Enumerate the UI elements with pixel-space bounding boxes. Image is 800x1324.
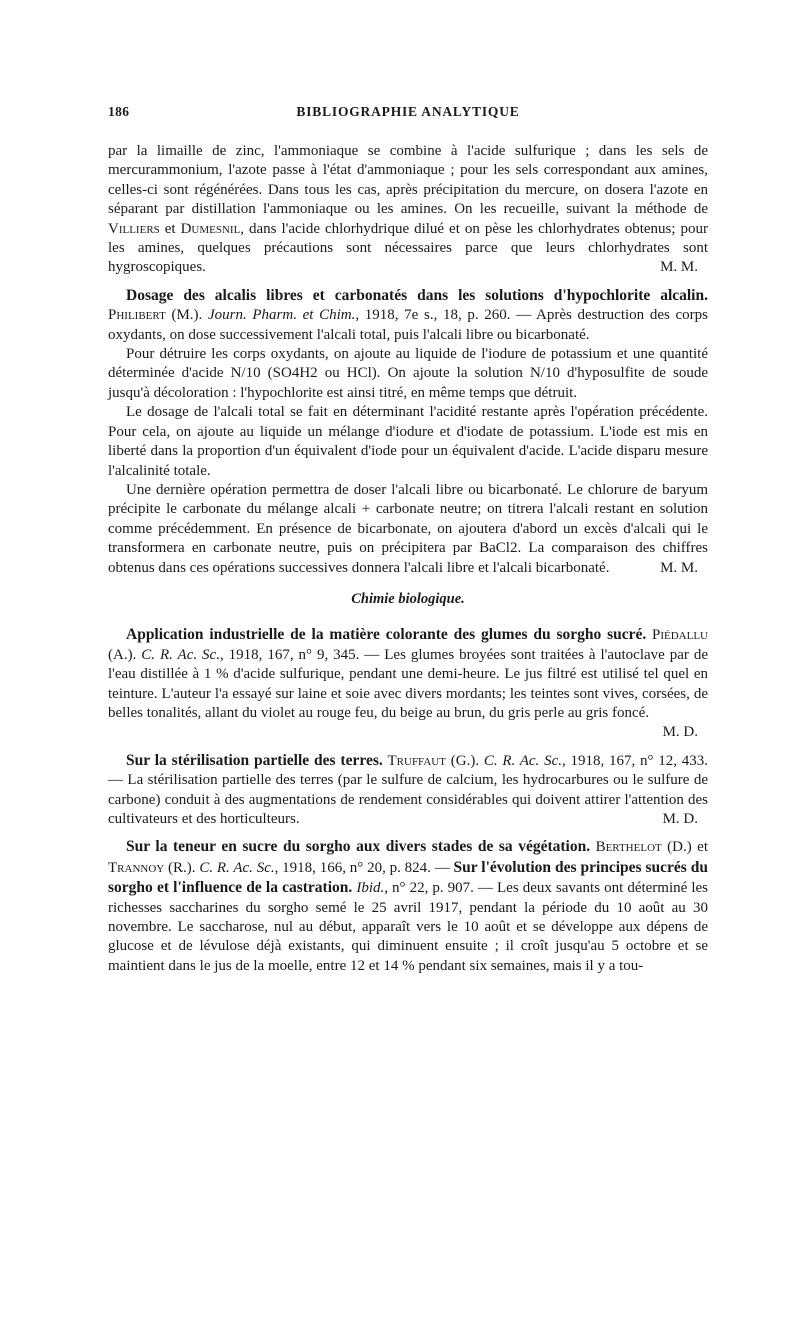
section-heading: Chimie biologique. xyxy=(351,590,465,607)
journal-name: C. R. Ac. Sc. xyxy=(483,752,562,769)
author-name: Dumesnil xyxy=(180,220,241,237)
journal-name: Journ. Pharm. et Chim. xyxy=(207,307,356,324)
author-name: Trannoy xyxy=(108,859,165,876)
author-name: Philibert xyxy=(108,307,166,324)
signature: M. M. xyxy=(660,259,698,276)
article-title: Sur la teneur en sucre du sorgho aux divers stades de sa végétation. xyxy=(126,838,591,856)
article-sterilisation: Sur la stérilisation partielle des terres. Truffaut (G.). C. R. Ac. Sc., 1918, 167, n° 12, 433. — La stérilisation partielle des terres (par le sulfure de calcium, les hydrocarbures ou le sulfure de carbone) conduit à des augmentations de rendement considérables qui doivent attirer l'attention des cultivateurs et des horticulteurs. M. D. xyxy=(108,751,708,830)
article-sorgho: Sur la teneur en sucre du sorgho aux divers stades de sa végétation. Berthelot (D.) et Trannoy (R.). C. R. Ac. Sc., 1918, 166, n° 20, p. 824. — Sur l'évolution des principes sucrés du sorgho et l'influence de la castration. Ibid., n° 22, p. 907. — Les deux savants ont déterminé les richesses saccharines du sorgho semé le 25 avril 1917, pendant la période du 10 août au 30 novembre. Le saccharose, nul au début, apparaît vers le 10 août et se développe aux dépens de glucose et de lévulose déjà existants, qui diminuent ensuite ; il croît jusqu'au 5 octobre et se maintient dans le jus de la moelle, entre 12 et 14 % pendant six semaines, mais il y a tou- xyxy=(108,838,709,974)
article-alcalis: Dosage des alcalis libres et carbonatés dans les solutions d'hypochlorite alcalin. Philibert (M.). Journ. Pharm. et Chim., 1918, 7e s., 18, p. 260. — Après destruction des corps oxydants, on dose successivement l'alcali total, puis l'alcali libre ou bicarbonaté. Pour détruire les corps oxydants, on ajoute au liquide de l'iodure de potassium et une quantité déterminée d'acide N/10 (SO4H2 ou HCl). On ajoute la solution N/10 d'hyposulfite de soude jusqu'à décoloration : l'hypochlorite est ainsi titré, en même temps que détruit. Le dosage de l'alcali total se fait en déterminant l'acidité restante après l'opération précédente. Pour cela, on ajoute au liquide un mélange d'iodure et d'iodate de potassium. L'iode est mis en liberté dans la proportion d'un équivalent d'iode pour un équivalent d'acide. L'acide disparu mesure l'alcalinité totale. Une dernière opération permettra de doser l'alcali libre ou bicarbonaté. Le chlorure de baryum précipite le carbonate du mélange alcali + carbonate neutre; on titrera l'alcali restant en solution comme précédemment. En présence de bicarbonate, on ajoutera d'abord un excès d'alcali qui le transformera en carbonate neutre, puis on précipitera par BaCl2. La comparaison des chiffres obtenus dans ces opérations successives donnera l'alcali libre et l'alcali bicarbonaté. M. M. xyxy=(108,286,708,578)
journal-name: Ibid. xyxy=(356,880,385,897)
article-title: Sur l'évolution des principes sucrés du sorgho et l'influence de la castration. xyxy=(108,858,709,897)
page-body xyxy=(108,142,708,976)
running-title: BIBLIOGRAPHIE ANALYTIQUE xyxy=(296,104,520,119)
signature: M. D. xyxy=(662,724,698,741)
paragraph: Une dernière opération permettra de doser l'alcali libre ou bicarbonaté. Le chlorure de baryum précipite le carbonate du mélange alcali + carbonate neutre; on titrera l'alcali restant en solution comme précédemment. En présence de bicarbonate, on ajoutera d'abord un excès d'alcali qui le transformera en carbonate neutre, puis on précipitera par BaCl2. La comparaison des chiffres obtenus dans ces opérations successives donnera l'alcali libre et l'alcali bicarbonaté. M. M. xyxy=(108,481,708,578)
author-name: Truffaut xyxy=(387,752,446,769)
page-number: 186 xyxy=(108,104,130,119)
signature: M. M. xyxy=(660,559,698,576)
journal-name: C. R. Ac. Sc. xyxy=(141,646,220,663)
paragraph: Pour détruire les corps oxydants, on ajoute au liquide de l'iodure de potassium et une quantité déterminée d'acide N/10 (SO4H2 ou HCl). On ajoute la solution N/10 d'hyposulfite de soude jusqu'à décoloration : l'hypochlorite est ainsi titré, en même temps que détruit. xyxy=(108,346,708,401)
article-title: Sur la stérilisation partielle des terres. xyxy=(126,751,383,769)
page-header xyxy=(108,104,708,124)
author-name: Piédallu xyxy=(652,627,708,644)
article-title: Application industrielle de la matière colorante des glumes du sorgho sucré. xyxy=(126,626,647,644)
author-name: Villiers xyxy=(108,220,160,237)
article-glumes: Application industrielle de la matière colorante des glumes du sorgho sucré. Piédallu (A.). C. R. Ac. Sc., 1918, 167, n° 9, 345. — Les glumes broyées sont traitées à l'autoclave par de l'eau distillée à 1 % d'acide sulfurique, pendant une demi-heure. Le jus filtré est utilisé tel quel en teinture. L'auteur l'a essayé sur laine et soie avec divers mordants; les teintes sont vives, corsées, de belles tonalités, allant du violet au rouge feu, du beige au brun, du gris perle au gris foncé. M. D. xyxy=(108,625,708,742)
signature: M. D. xyxy=(662,811,698,827)
author-name: Berthelot xyxy=(595,839,662,856)
article-title: Dosage des alcalis libres et carbonatés dans les solutions d'hypochlorite alcalin. xyxy=(126,286,708,304)
intro-paragraph: par la limaille de zinc, l'ammoniaque se combine à l'acide sulfurique ; dans les sels de mercurammonium, l'azote passe à l'état d'ammoniaque ; pour les sels correspondant aux amines, celles-ci sont régénérées. Dans tous les cas, après précipitation du mercure, on dosera l'azote en séparant par distillation l'ammoniaque ou les amines. On les recueille, suivant la méthode de Villiers et Dumesnil, dans l'acide chlorhydrique dilué et on pèse les chlorhydrates obtenus; pour les amines, quelques précautions sont nécessaires parce que leurs chlorhydrates sont hygroscopiques. M. M. xyxy=(108,142,708,278)
journal-name: C. R. Ac. Sc. xyxy=(199,859,275,876)
paragraph: Le dosage de l'alcali total se fait en déterminant l'acidité restante après l'opération précédente. Pour cela, on ajoute au liquide un mélange d'iodure et d'iodate de potassium. L'iode est mis en liberté dans la proportion d'un équivalent d'iode pour un équivalent d'acide. L'acide disparu mesure l'alcalinité totale. xyxy=(108,404,708,479)
